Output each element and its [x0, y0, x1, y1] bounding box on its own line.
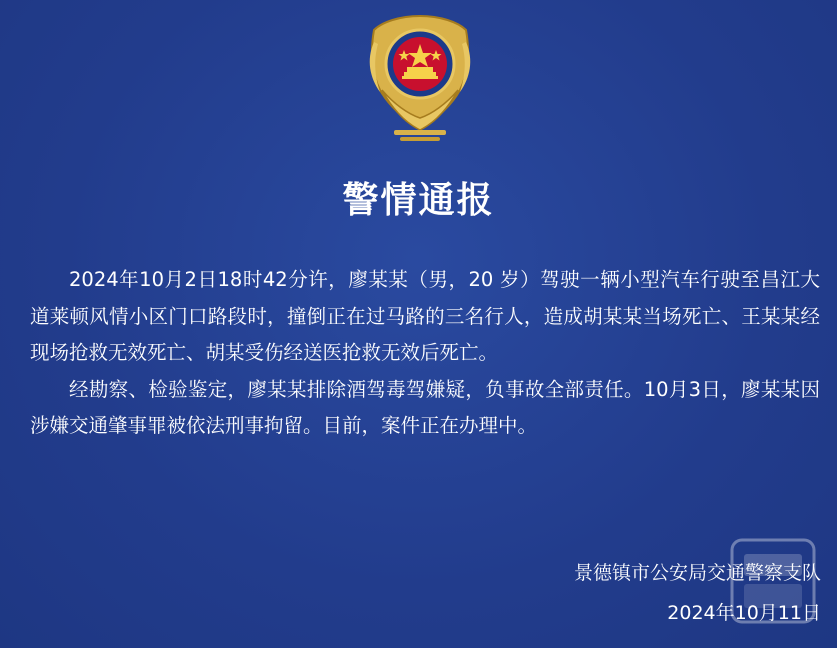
notice-title: 警情通报: [342, 179, 495, 221]
notice-paragraph-2: 经勘察、检验鉴定，廖某某排除酒驾毒驾嫌疑，负事故全部责任。10月3日，廖某某因涉嫌交通肇事罪被依法刑事拘留。目前，案件正在办理中。: [30, 377, 820, 437]
issue-date: 2024年10月11日: [667, 602, 821, 624]
police-emblem-icon: [360, 12, 480, 147]
issuer-signature: 景德镇市公安局交通警察支队: [573, 562, 821, 584]
watermark-logo-icon: [728, 536, 818, 626]
notice-paragraph-1: 2024年10月2日18时42分许，廖某某（男，20 岁）驾驶一辆小型汽车行驶至昌江大道莱顿风情小区门口路段时，撞倒正在过马路的三名行人，造成胡某某当场死亡、王某某经现场抢救无效死亡、胡某受伤经送医抢救无效后死亡。: [30, 268, 820, 364]
notice-body: [30, 262, 820, 445]
